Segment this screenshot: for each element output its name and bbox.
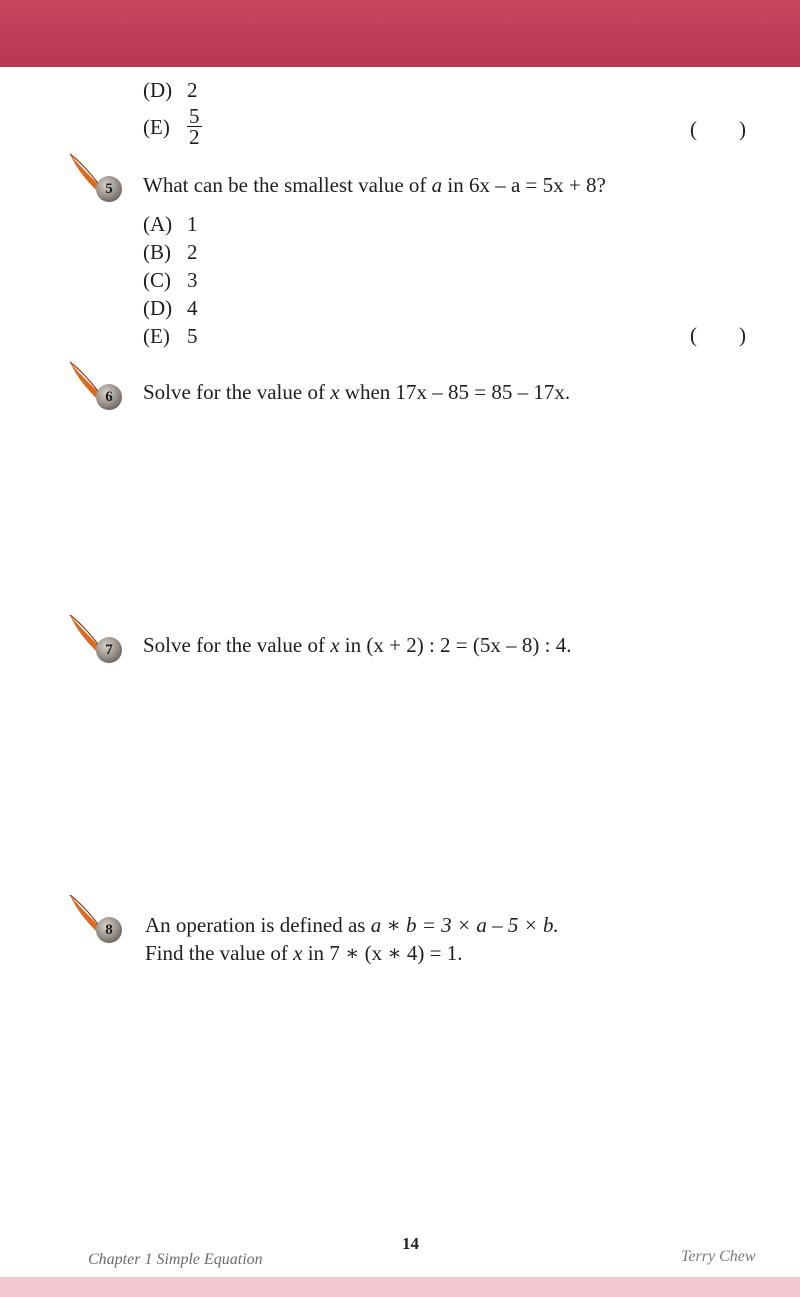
answer-open-paren: ( <box>690 117 697 141</box>
question-number: 7 <box>96 637 122 663</box>
question-number: 6 <box>96 384 122 410</box>
footer-band <box>0 1277 800 1297</box>
q6-when: when <box>339 380 396 404</box>
q8-line1-text: An operation is defined as <box>145 913 371 937</box>
option-letter: (A) <box>143 212 173 236</box>
question-7-badge <box>66 613 130 669</box>
q8-line-2 <box>145 940 462 966</box>
option-letter: (B) <box>143 240 171 264</box>
q5-option-e <box>143 323 198 349</box>
option-letter: (D) <box>143 78 173 102</box>
q7-equation: (x + 2) : 2 = (5x – 8) : 4. <box>366 633 572 657</box>
header-band <box>0 0 800 67</box>
q8-variable: x <box>293 941 303 965</box>
q4-option-d <box>143 77 198 103</box>
q8-line1-expression: a ∗ b = 3 × a – 5 × b. <box>370 913 559 937</box>
answer-close-paren: ) <box>739 323 746 347</box>
q6-text: Solve for the value of <box>143 380 331 404</box>
option-value: 2 <box>187 240 198 264</box>
q8-line2-expression: 7 ∗ (x ∗ 4) = 1. <box>329 941 463 965</box>
q5-option-d <box>143 295 198 321</box>
answer-close-paren: ) <box>739 117 746 141</box>
fraction-denominator: 2 <box>189 125 200 149</box>
author-name: Terry Chew <box>681 1248 756 1265</box>
option-value: 4 <box>187 296 198 320</box>
q5-option-b <box>143 239 198 265</box>
page-number: 14 <box>402 1234 419 1253</box>
q5-variable: a <box>431 173 443 197</box>
option-value: 2 <box>187 78 198 102</box>
question-6-badge <box>66 360 130 416</box>
option-value: 3 <box>187 268 198 292</box>
answer-open-paren: ( <box>690 323 697 347</box>
q5-option-a <box>143 211 198 237</box>
q7-text: Solve for the value of <box>143 633 331 657</box>
q8-line2-text: Find the value of <box>145 941 294 965</box>
q6-variable: x <box>330 380 340 404</box>
option-letter: (D) <box>143 296 173 320</box>
q7-question <box>143 632 571 658</box>
q5-option-c <box>143 267 198 293</box>
fraction-numerator: 5 <box>189 104 200 128</box>
q7-in: in <box>339 633 367 657</box>
q5-equation: 6x – a = 5x + 8? <box>468 173 606 197</box>
question-5-badge <box>66 152 130 208</box>
option-value: 5 <box>187 324 198 348</box>
option-letter: (E) <box>143 114 170 139</box>
option-letter: (E) <box>143 324 170 348</box>
q5-in: in <box>442 173 469 197</box>
q6-question <box>143 379 570 405</box>
q8-in: in <box>302 941 330 965</box>
q4-answer-box[interactable] <box>690 117 746 142</box>
q7-variable: x <box>330 633 340 657</box>
question-number: 5 <box>96 176 122 202</box>
q5-answer-box[interactable] <box>690 323 746 348</box>
chapter-title: Chapter 1 Simple Equation <box>88 1251 263 1268</box>
fraction-five-halves <box>187 106 202 147</box>
q5-text: What can be the smallest value of <box>143 173 432 197</box>
q5-question <box>143 172 606 198</box>
option-value: 1 <box>187 212 198 236</box>
question-number: 8 <box>96 917 122 943</box>
option-letter: (C) <box>143 268 171 292</box>
q4-option-e <box>143 106 202 147</box>
question-8-badge <box>66 893 130 949</box>
q8-line-1 <box>145 912 559 938</box>
q6-equation: 17x – 85 = 85 – 17x. <box>395 380 571 404</box>
